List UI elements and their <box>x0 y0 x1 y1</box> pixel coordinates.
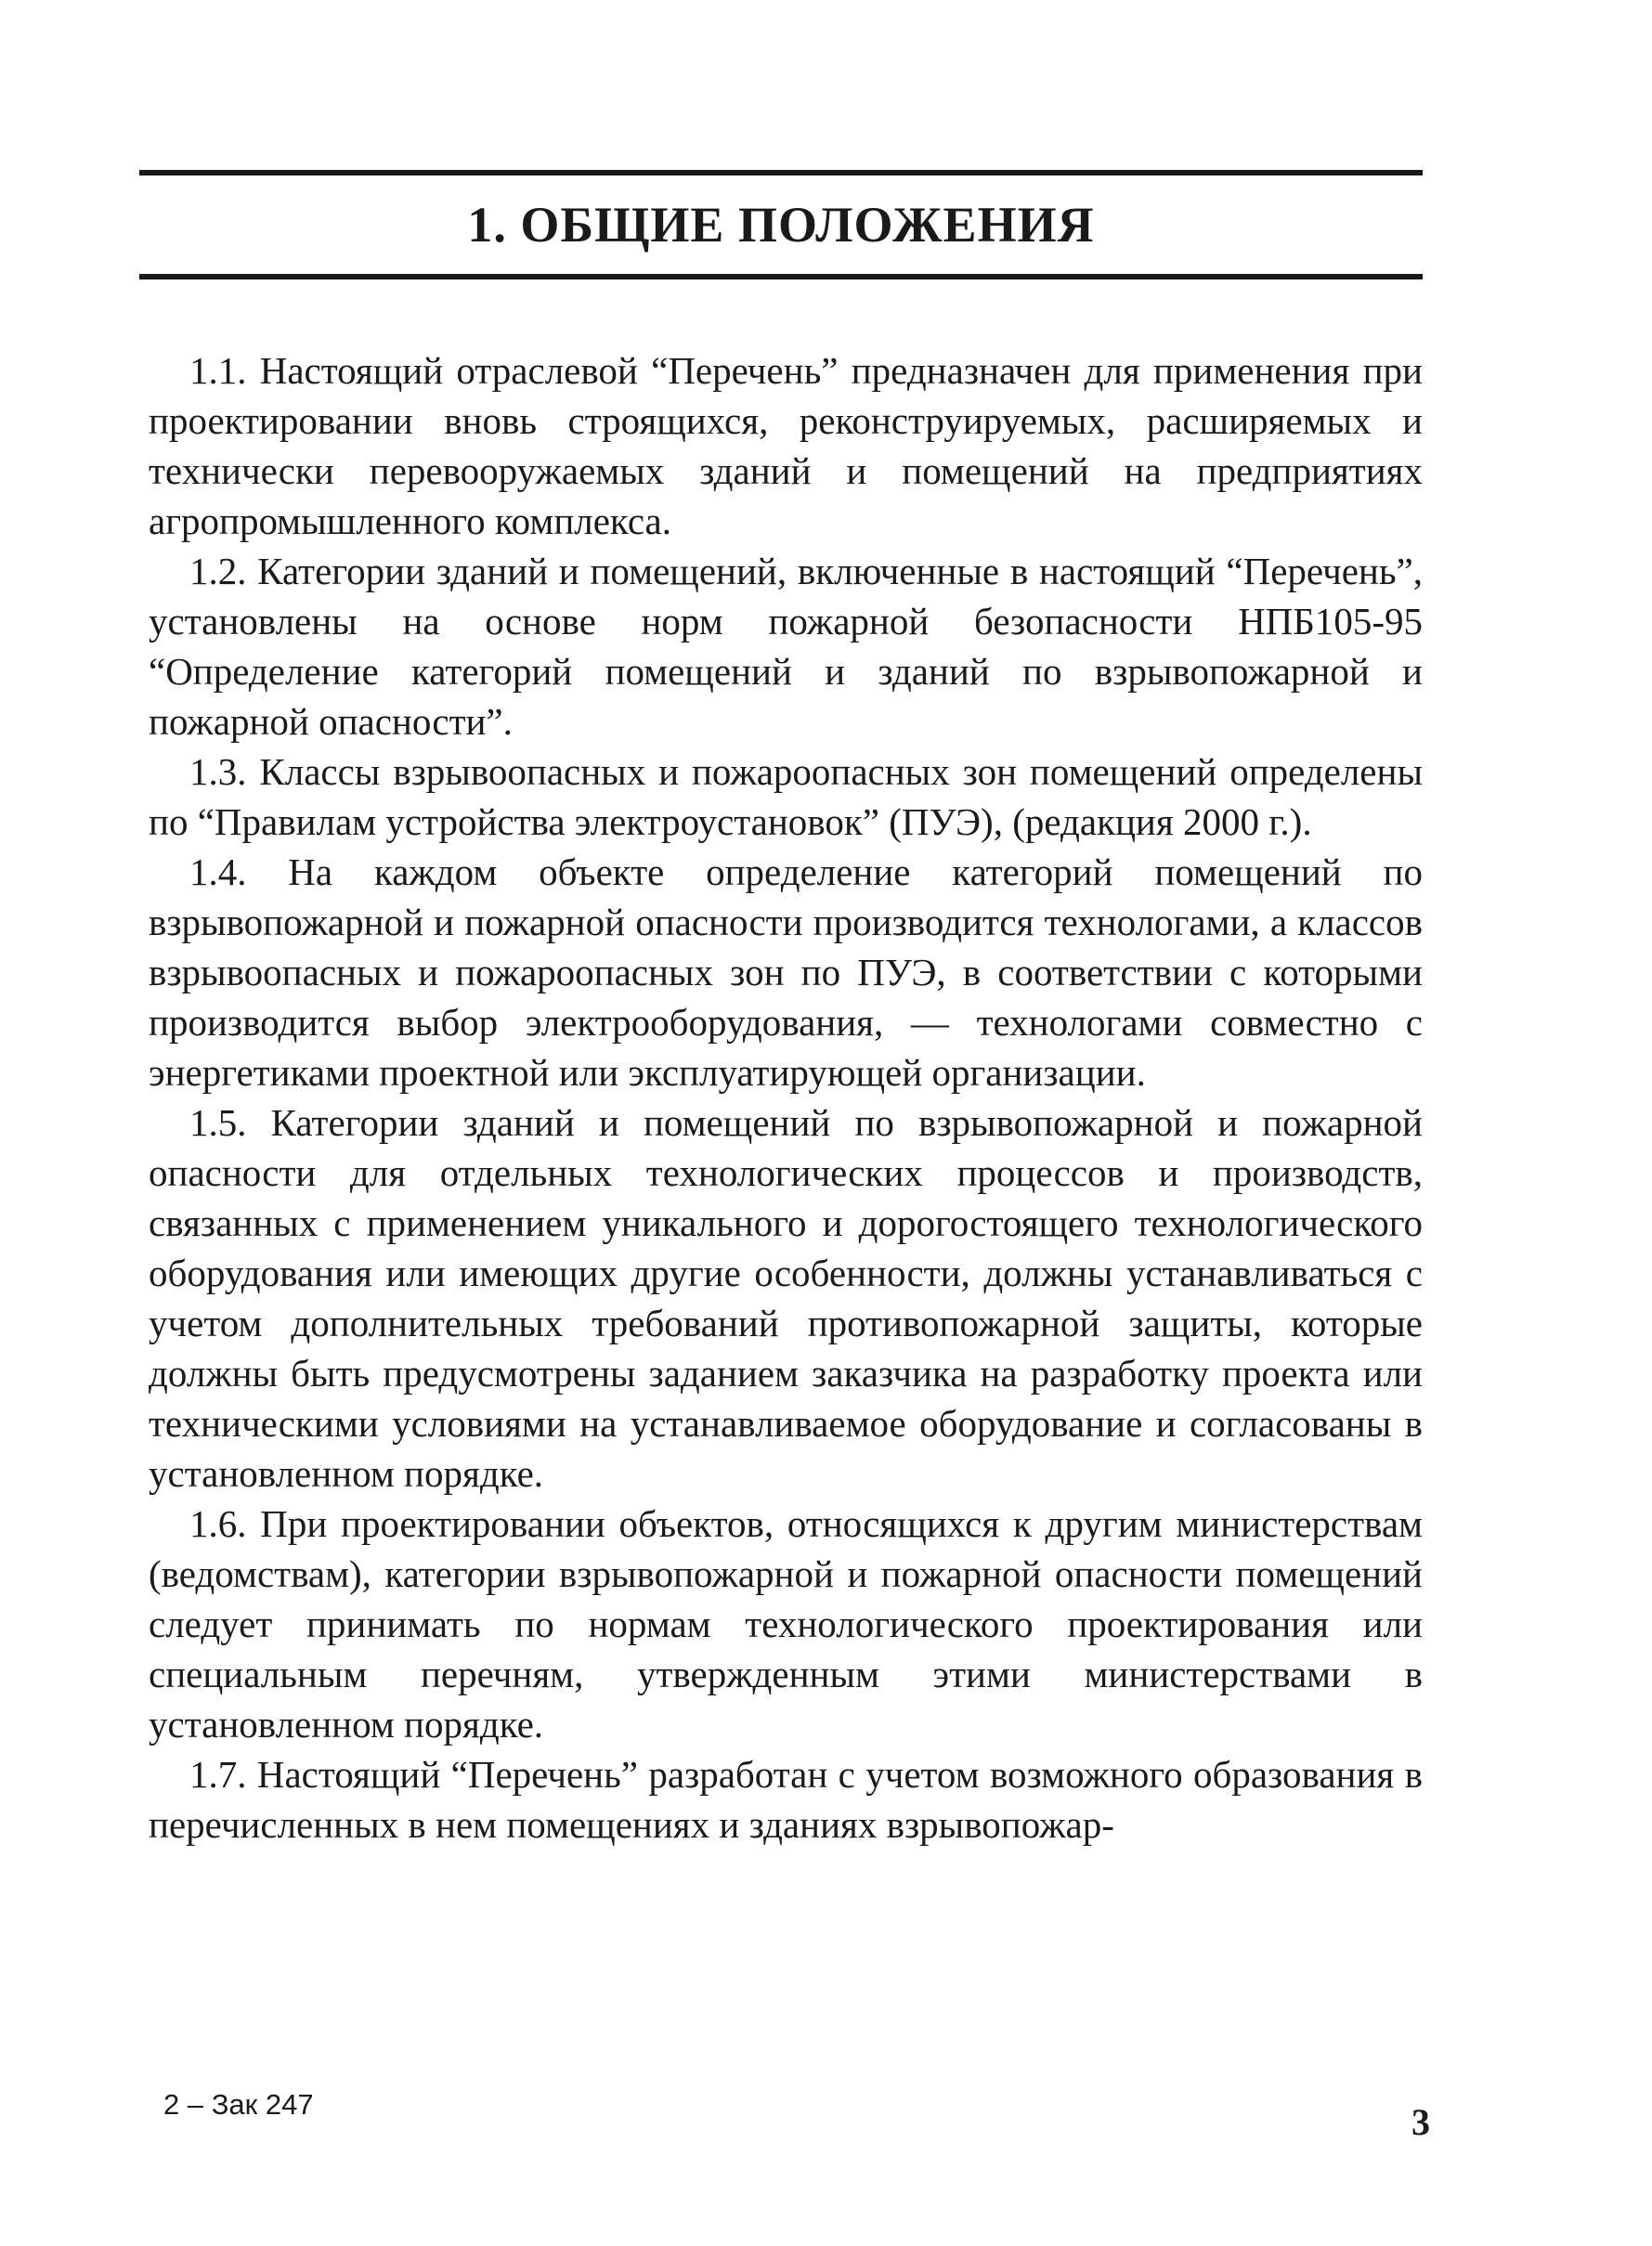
paragraph-1-6: 1.6. При проектировании объектов, относящихся к другим министерствам (ведомствам), категории взрывопожарной и пожарной опасности помещений следует принимать по нормам технологического проектирования или специальным перечням, утвержденным этими министерствами в установленном порядке. <box>149 1502 1423 1746</box>
page-number: 3 <box>1411 2101 1430 2143</box>
heading-top-rule <box>139 170 1423 175</box>
paragraph-1-3: 1.3. Классы взрывоопасных и пожароопасных зон помещений определены по “Правилам устройства электроустановок” (ПУЭ), (редакция 2000 г.). <box>149 750 1423 843</box>
paragraph-1-2: 1.2. Категории зданий и помещений, включенные в настоящий “Перечень”, установлены на основе норм пожарной безопасности НПБ105-95 “Определение категорий помещений и зданий по взрывопожарной и пожарной опасности”. <box>149 550 1423 743</box>
print-order-note: 2 – Зак 247 <box>163 2088 314 2121</box>
paragraph-1-4: 1.4. На каждом объекте определение категорий помещений по взрывопожарной и пожарной опасности производится технологами, а классов взрывоопасных и пожароопасных зон по ПУЭ, в соответствии с которыми производится выбор электрооборудования, — технологами совместно с энергетиками проектной или эксплуатирующей организации. <box>149 850 1423 1094</box>
section-heading: 1. ОБЩИЕ ПОЛОЖЕНИЯ <box>467 197 1095 253</box>
paragraph-1-5: 1.5. Категории зданий и помещений по взрывопожарной и пожарной опасности для отдельных технологических процессов и производств, связанных с применением уникального и дорогостоящего технологического оборудования или имеющих другие особенности, должны устанавливаться с учетом дополнительных требований противопожарной защиты, которые должны быть предусмотрены заданием заказчика на разработку проекта или техническими условиями на устанавливаемое оборудование и согласованы в установленном порядке. <box>149 1101 1423 1495</box>
paragraph-1-7: 1.7. Настоящий “Перечень” разработан с учетом возможного образования в перечисленных в нем помещениях и зданиях взрывопожар- <box>149 1753 1423 1846</box>
heading-bottom-rule <box>139 274 1423 279</box>
body-text <box>149 345 1423 1850</box>
paragraph-1-1: 1.1. Настоящий отраслевой “Перечень” предназначен для применения при проектировании вновь строящихся, реконструируемых, расширяемых и технически перевооружаемых зданий и помещений на предприятиях агропромышленного комплекса. <box>149 349 1423 542</box>
